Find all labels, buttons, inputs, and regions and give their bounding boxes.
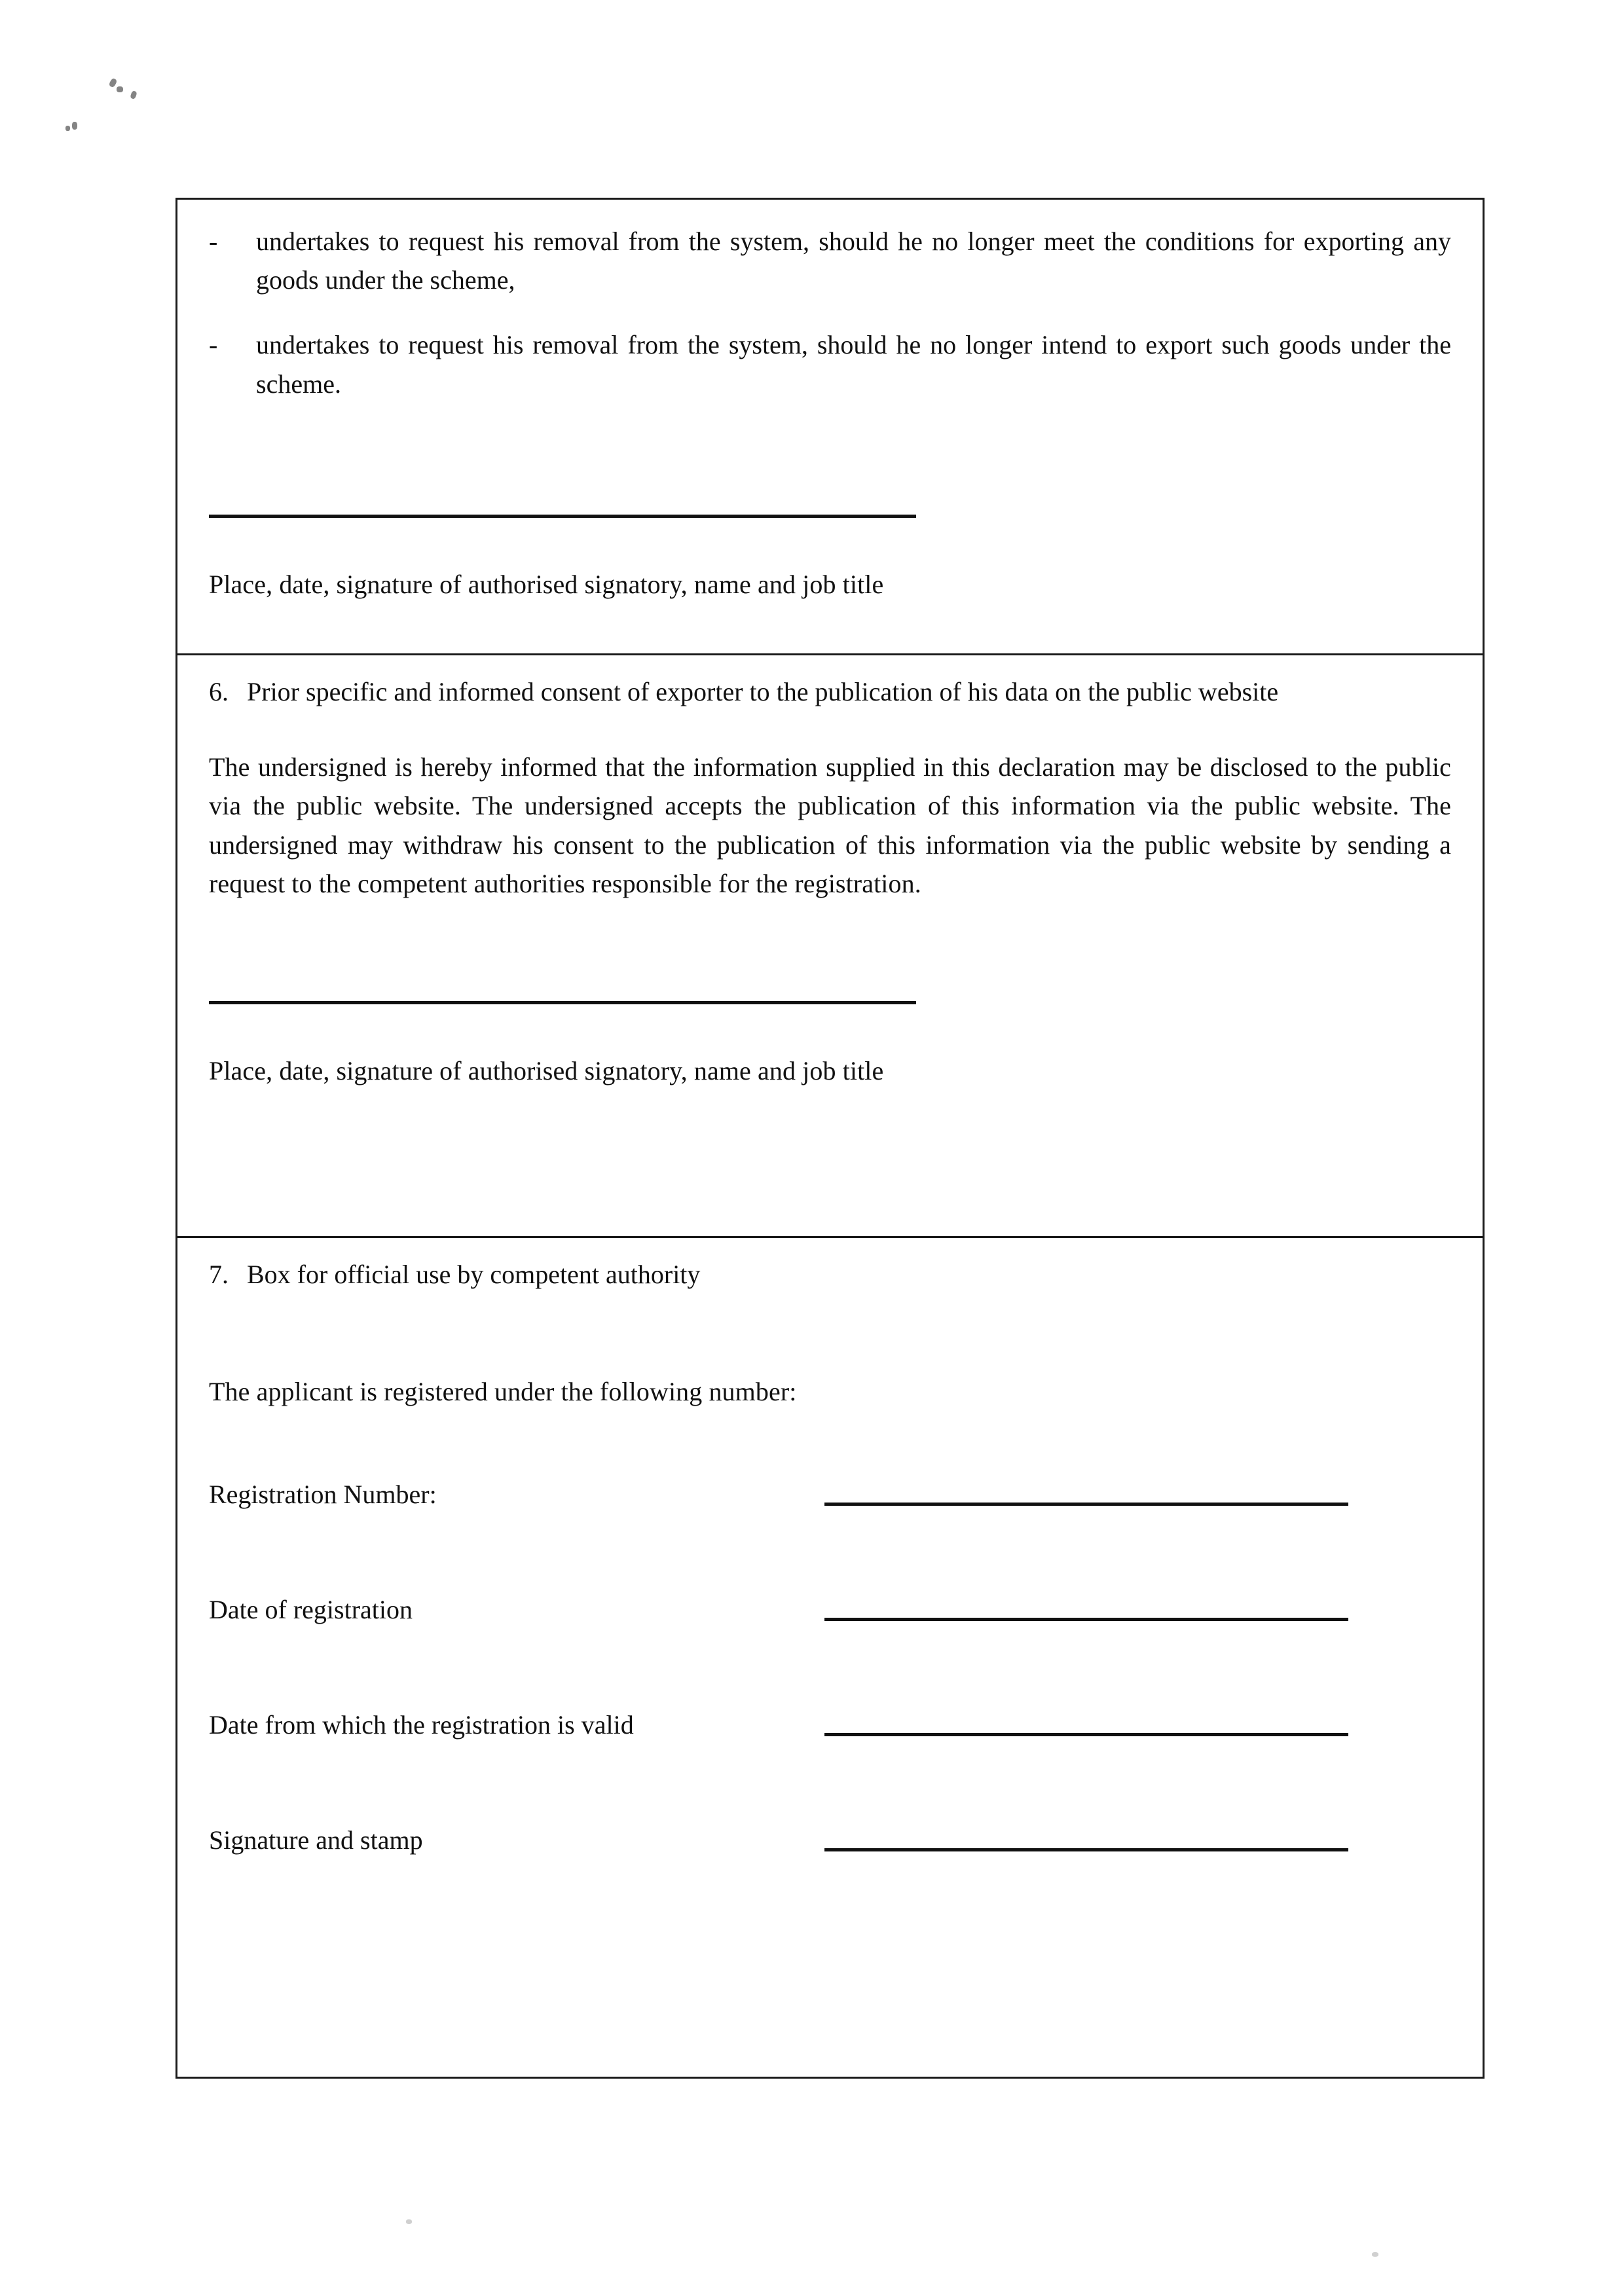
field-label: Signature and stamp bbox=[209, 1825, 423, 1855]
scan-speckle bbox=[65, 126, 70, 131]
section-5-continuation bbox=[177, 200, 1483, 653]
scan-speckle bbox=[130, 90, 138, 100]
section-7 bbox=[177, 1236, 1483, 1859]
list-item bbox=[209, 325, 1451, 403]
field-date-of-registration bbox=[209, 1592, 1451, 1628]
bullet-dash-icon: - bbox=[209, 330, 218, 360]
section-6-heading-text: Prior specific and informed consent of exporter to the publication of his data on the public website bbox=[247, 677, 1279, 706]
scan-speckle bbox=[108, 78, 117, 88]
field-registration-number bbox=[209, 1476, 1451, 1513]
section-6-body: The undersigned is hereby informed that the information supplied in this declaration may be disclosed to the public via the public website. The undersigned accepts the publication of this information via the public website. The undersigned may withdraw his consent to the publication of this information via the public website by sending a request to the competent authorities responsible for the registration. bbox=[209, 752, 1451, 898]
scan-speckle bbox=[72, 122, 77, 130]
section-7-number: 7. bbox=[209, 1260, 229, 1289]
scan-speckle bbox=[117, 86, 123, 92]
field-input-line[interactable] bbox=[824, 1733, 1348, 1736]
bullet-text: undertakes to request his removal from the system, should he no longer intend to export such goods under the scheme. bbox=[256, 330, 1451, 399]
form-outline bbox=[175, 198, 1485, 2079]
section-6-number: 6. bbox=[209, 677, 229, 706]
field-input-line[interactable] bbox=[824, 1618, 1348, 1621]
field-label: Date of registration bbox=[209, 1595, 413, 1625]
signature-caption: Place, date, signature of authorised signatory, name and job title bbox=[209, 569, 884, 599]
field-label: Registration Number: bbox=[209, 1480, 437, 1510]
section-7-heading-text: Box for official use by competent authority bbox=[247, 1260, 701, 1289]
section-6 bbox=[177, 653, 1483, 1236]
field-input-line[interactable] bbox=[824, 1503, 1348, 1506]
scan-speckle bbox=[1372, 2252, 1378, 2257]
section-7-heading bbox=[209, 1255, 1451, 1294]
list-item bbox=[209, 222, 1451, 299]
field-input-line[interactable] bbox=[824, 1848, 1348, 1851]
section-6-heading bbox=[209, 672, 1451, 711]
signature-caption: Place, date, signature of authorised signatory, name and job title bbox=[209, 1055, 884, 1085]
field-signature-and-stamp bbox=[209, 1822, 1451, 1859]
bullet-text: undertakes to request his removal from the system, should he no longer meet the conditions for exporting any goods under the scheme, bbox=[256, 227, 1451, 295]
field-label: Date from which the registration is valid bbox=[209, 1710, 634, 1740]
section-7-intro: The applicant is registered under the following number: bbox=[209, 1377, 797, 1407]
field-date-valid-from bbox=[209, 1707, 1451, 1743]
scan-speckle bbox=[406, 2219, 412, 2224]
bullet-dash-icon: - bbox=[209, 227, 218, 256]
